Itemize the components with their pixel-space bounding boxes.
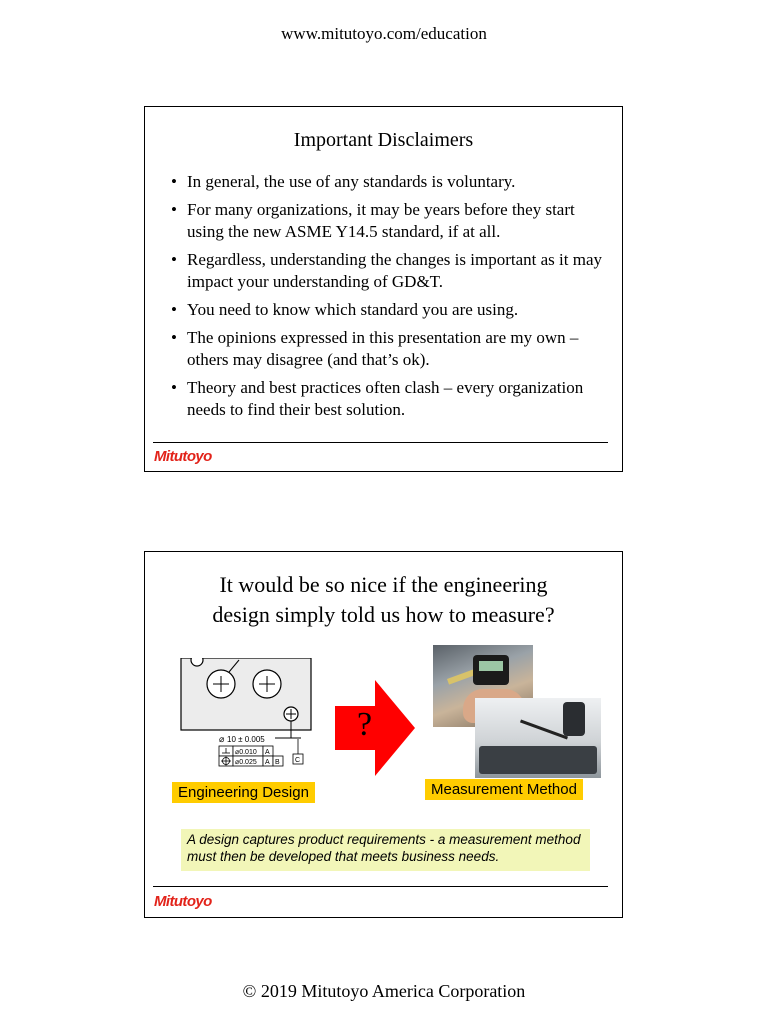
copyright-footer: © 2019 Mitutoyo America Corporation <box>242 981 526 1001</box>
bullet-item: • You need to know which standard you are using. <box>167 299 607 321</box>
slide-design-vs-measurement <box>144 551 623 918</box>
measurement-method-label: Measurement Method <box>425 779 583 800</box>
summary-note: A design captures product requirements - a measurement method must then be developed that meets business needs. <box>181 829 590 871</box>
bullet-item: • The opinions expressed in this presentation are my own – others may disagree (and that’s ok). <box>167 327 607 371</box>
mitutoyo-logo: Mitutoyo <box>154 448 212 465</box>
stylus-shape <box>520 720 568 740</box>
slide-title-line: It would be so nice if the engineering <box>219 572 548 597</box>
fcf-datum: B <box>275 759 280 766</box>
bullet-item: • For many organizations, it may be years before they start using the new ASME Y14.5 standard, if at all. <box>167 199 607 243</box>
engineering-drawing <box>175 658 355 778</box>
slide-title: Important Disclaimers <box>293 129 474 151</box>
slide-important-disclaimers <box>144 106 623 472</box>
fcf-datum: A <box>265 749 270 756</box>
workpiece-shape <box>479 746 597 774</box>
micrometer-display <box>479 661 503 671</box>
bullet-item: • Regardless, understanding the changes is important as it may impact your understanding of GD&T. <box>167 249 607 293</box>
engineering-design-label: Engineering Design <box>172 782 315 803</box>
header-url: www.mitutoyo.com/education <box>281 24 487 43</box>
footer-divider <box>153 442 608 443</box>
fcf-value: ⌀0.010 <box>235 749 257 756</box>
diameter-symbol: ⌀ <box>219 735 225 745</box>
probe-head-shape <box>563 702 585 736</box>
slide-title <box>145 570 622 630</box>
question-mark: ? <box>357 706 373 743</box>
mitutoyo-logo: Mitutoyo <box>154 893 212 910</box>
bullet-item: • Theory and best practices often clash – every organization needs to find their best solution. <box>167 377 607 421</box>
cmm-probe-photo <box>475 698 601 778</box>
red-arrow-icon <box>335 680 415 776</box>
fcf-datum: A <box>265 759 270 766</box>
bullet-list <box>167 171 607 427</box>
fcf-value: ⌀0.025 <box>235 759 257 766</box>
slide-title-line: design simply told us how to measure? <box>212 602 555 627</box>
bullet-item: • In general, the use of any standards is voluntary. <box>167 171 607 193</box>
footer-divider <box>153 886 608 887</box>
dimension-callout: 10 ± 0.005 <box>227 735 265 744</box>
datum-c-label: C <box>295 757 301 764</box>
